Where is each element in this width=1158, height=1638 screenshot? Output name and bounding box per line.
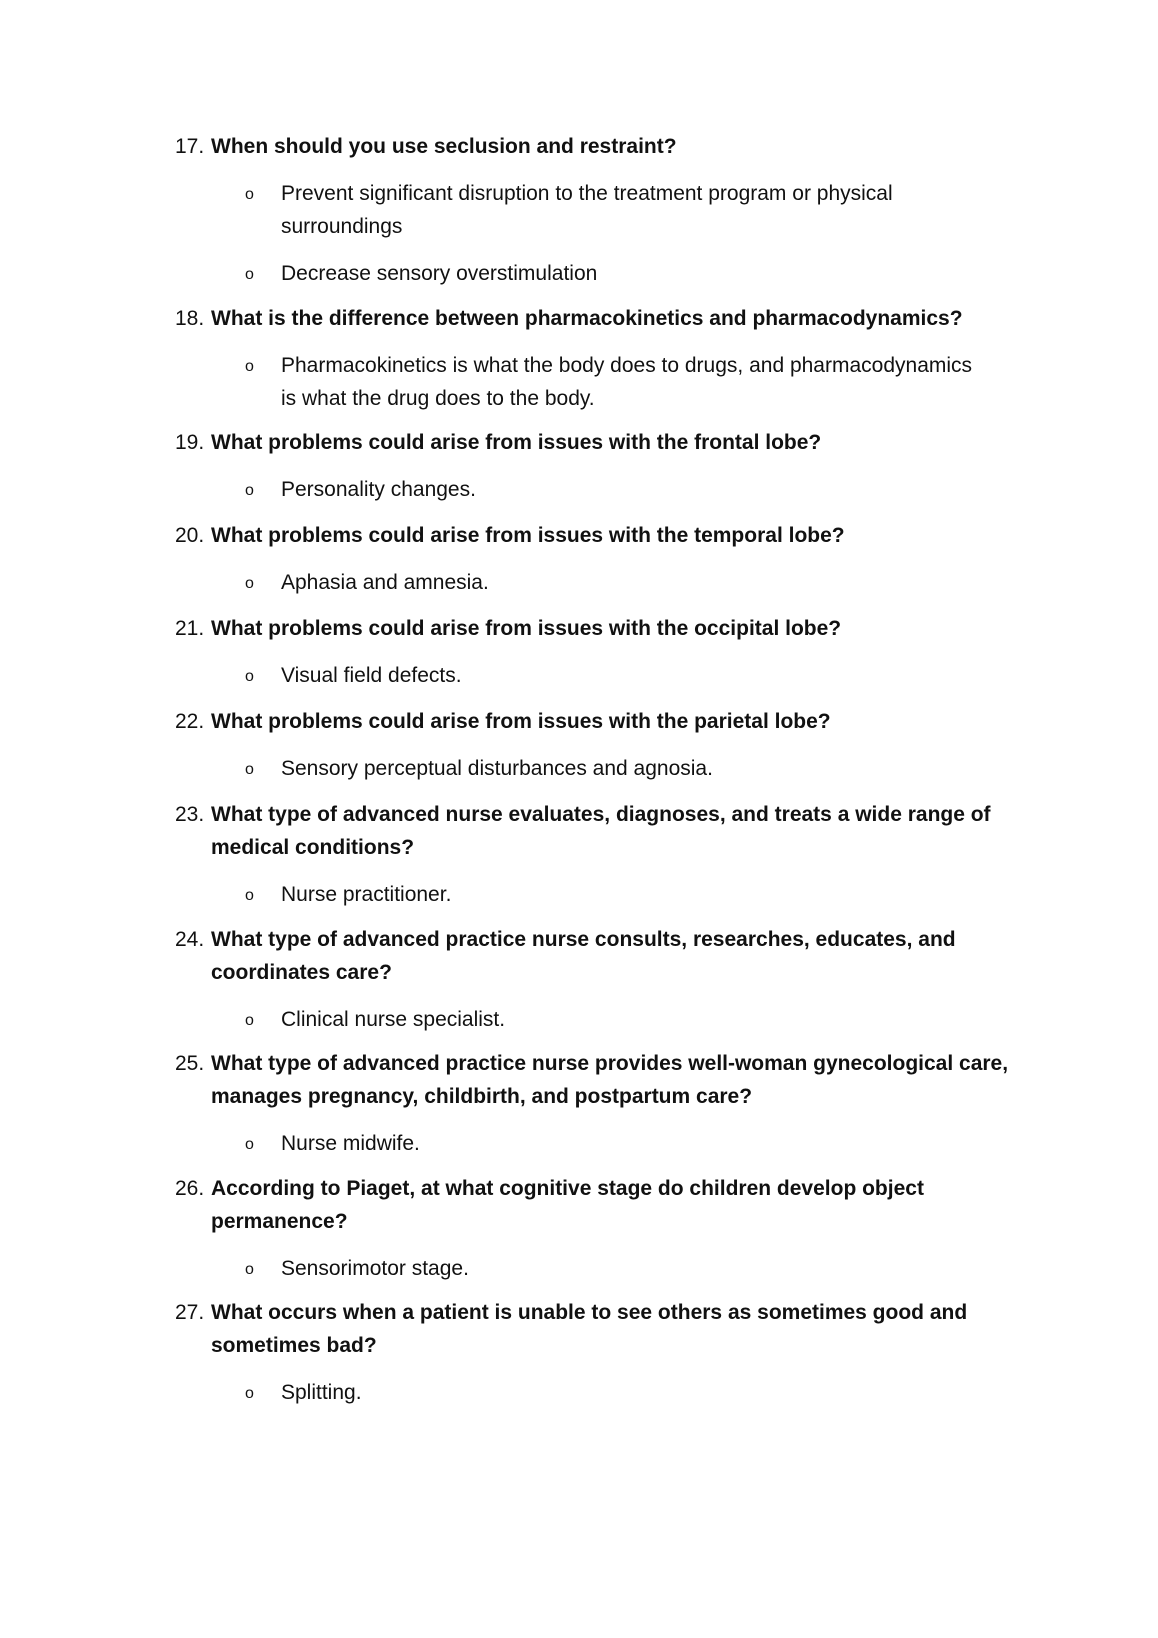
question-text: According to Piaget, at what cognitive stage do children develop object permanence? — [211, 1177, 924, 1233]
question-number: 27. — [175, 1301, 205, 1324]
answer-text: Personality changes. — [281, 478, 476, 501]
bullet-icon: o — [245, 482, 254, 499]
answer — [245, 349, 981, 415]
question-text: What type of advanced practice nurse provides well-woman gynecological care, manages pregnancy, childbirth, and postpartum care? — [211, 1052, 1009, 1108]
qa-item-26 — [175, 1172, 1035, 1285]
answer — [245, 1252, 981, 1285]
qa-item-22 — [175, 705, 1035, 785]
answer — [245, 177, 981, 243]
question-number: 26. — [175, 1177, 205, 1200]
question-text: What problems could arise from issues with the occipital lobe? — [211, 617, 842, 640]
answer-text: Sensory perceptual disturbances and agnosia. — [281, 757, 713, 780]
answer — [245, 473, 981, 506]
question-number: 18. — [175, 307, 205, 330]
qa-item-20 — [175, 519, 1035, 599]
answer-text: Sensorimotor stage. — [281, 1257, 469, 1280]
bullet-icon: o — [245, 761, 254, 778]
question-number: 23. — [175, 803, 205, 826]
answer-text: Nurse midwife. — [281, 1132, 420, 1155]
question — [175, 1296, 1035, 1362]
qa-item-17 — [175, 130, 1035, 290]
answer — [245, 1127, 981, 1160]
bullet-icon: o — [245, 1136, 254, 1153]
question — [175, 130, 1035, 163]
answer-text: Visual field defects. — [281, 664, 462, 687]
question-text: What type of advanced practice nurse consults, researches, educates, and coordinates care? — [211, 928, 956, 984]
question-number: 19. — [175, 431, 205, 454]
qa-item-25 — [175, 1047, 1035, 1160]
answer-text: Decrease sensory overstimulation — [281, 262, 598, 285]
question — [175, 923, 1035, 989]
question-text: What problems could arise from issues with the parietal lobe? — [211, 710, 831, 733]
answer-text: Clinical nurse specialist. — [281, 1008, 506, 1031]
bullet-icon: o — [245, 1012, 254, 1029]
bullet-icon: o — [245, 887, 254, 904]
question-number: 20. — [175, 524, 205, 547]
question-text: What problems could arise from issues with the temporal lobe? — [211, 524, 845, 547]
answer — [245, 1376, 981, 1409]
question — [175, 1047, 1035, 1113]
qa-item-19 — [175, 426, 1035, 506]
answer-text: Aphasia and amnesia. — [281, 571, 489, 594]
bullet-icon: o — [245, 1385, 254, 1402]
qa-item-18 — [175, 302, 1035, 415]
question-text: What is the difference between pharmacokinetics and pharmacodynamics? — [211, 307, 963, 330]
answer — [245, 1003, 981, 1036]
qa-item-23 — [175, 798, 1035, 911]
qa-item-21 — [175, 612, 1035, 692]
question-text: What type of advanced nurse evaluates, diagnoses, and treats a wide range of medical conditions? — [211, 803, 991, 859]
answer-text: Prevent significant disruption to the treatment program or physical surroundings — [281, 182, 893, 238]
question-number: 21. — [175, 617, 205, 640]
question-number: 25. — [175, 1052, 205, 1075]
bullet-icon: o — [245, 358, 254, 375]
question-text: What problems could arise from issues with the frontal lobe? — [211, 431, 822, 454]
question-number: 17. — [175, 135, 205, 158]
qa-item-27 — [175, 1296, 1035, 1409]
question — [175, 302, 1035, 335]
answer-text: Pharmacokinetics is what the body does to drugs, and pharmacodynamics is what the drug does to the body. — [281, 354, 973, 410]
question-text: What occurs when a patient is unable to see others as sometimes good and sometimes bad? — [211, 1301, 968, 1357]
answer-text: Nurse practitioner. — [281, 883, 452, 906]
question-number: 22. — [175, 710, 205, 733]
answer — [245, 659, 981, 692]
bullet-icon: o — [245, 266, 254, 283]
answer — [245, 878, 981, 911]
question-number: 24. — [175, 928, 205, 951]
question-text: When should you use seclusion and restraint? — [211, 135, 677, 158]
question — [175, 612, 1035, 645]
question — [175, 426, 1035, 459]
question — [175, 1172, 1035, 1238]
qa-item-24 — [175, 923, 1035, 1036]
answer — [245, 257, 981, 290]
answer-text: Splitting. — [281, 1381, 362, 1404]
bullet-icon: o — [245, 1261, 254, 1278]
question — [175, 705, 1035, 738]
bullet-icon: o — [245, 575, 254, 592]
bullet-icon: o — [245, 668, 254, 685]
bullet-icon: o — [245, 186, 254, 203]
question — [175, 798, 1035, 864]
answer — [245, 566, 981, 599]
answer — [245, 752, 981, 785]
question — [175, 519, 1035, 552]
